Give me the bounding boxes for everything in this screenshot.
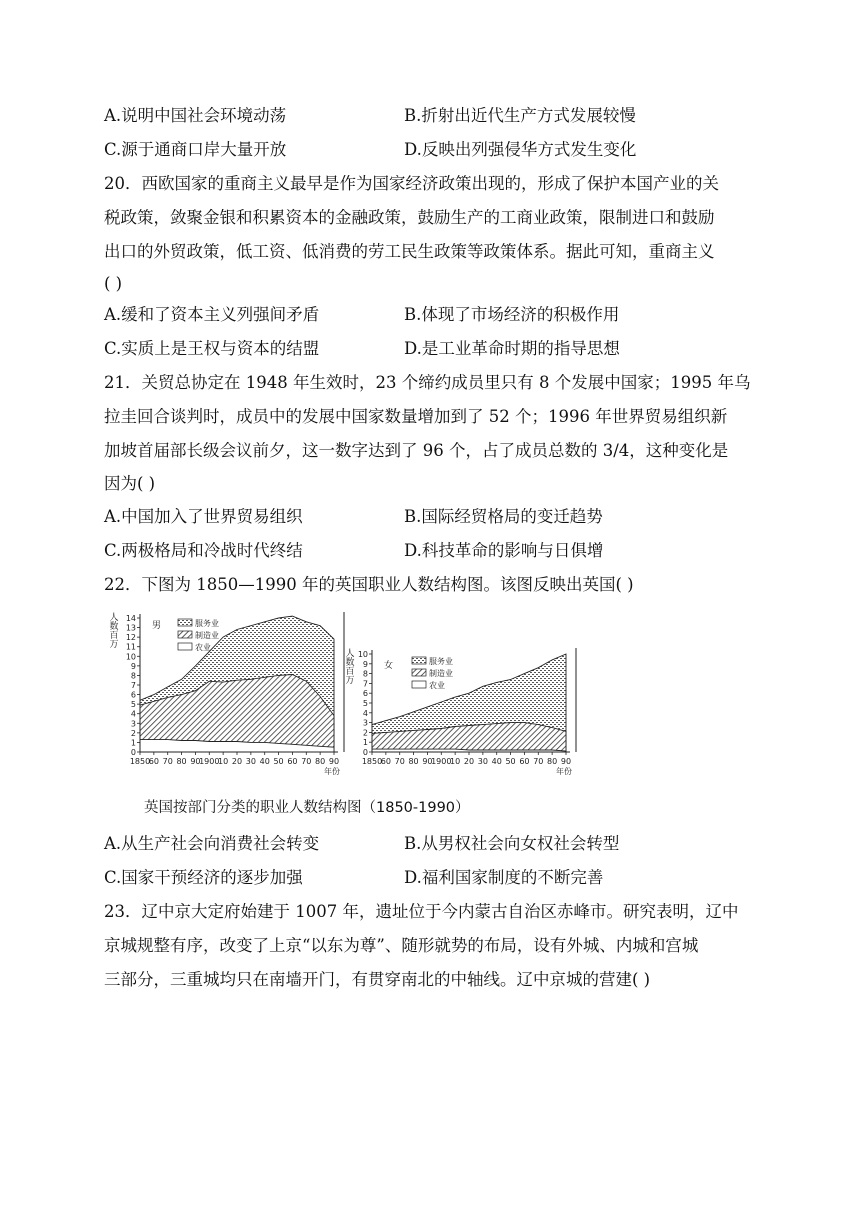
female-x-tick-label: 70: [533, 757, 544, 766]
q23-stem-line-3: 三部分，三重城均只在南墙开门，有贯穿南北的中轴线。辽中京城的营建( ): [104, 970, 651, 989]
male-x-tick-label: 60: [287, 757, 298, 766]
male-x-tick-label: 80: [176, 757, 187, 766]
male-y-tick-label: 12: [125, 633, 136, 643]
q23-stem-line-2: 京城规整有序，改变了上京“以东为尊”、随形就势的布局，设有外城、内城和宫城: [104, 936, 699, 955]
male-x-tick-label: 50: [273, 757, 284, 766]
female-legend-label-agriculture: 农业: [429, 681, 445, 690]
female-y-tick-label: 5: [362, 699, 368, 708]
female-legend-swatch-services: [412, 657, 426, 664]
male-x-tick-label: 1900: [199, 757, 220, 766]
female-y-tick-label: 9: [362, 659, 368, 669]
female-legend-label-manufacturing: 制造业: [429, 669, 453, 678]
male-y-tick-label: 3: [130, 719, 136, 729]
q21-option-d: D.科技革命的影响与日俱增: [404, 541, 604, 560]
male-y-tick-label: 8: [130, 671, 136, 681]
male-y-tick-label: 7: [130, 681, 136, 690]
male-x-tick-label: 1850: [129, 757, 151, 766]
female-x-tick-label: 80: [547, 757, 558, 766]
male-x-tick-label: 90: [190, 757, 201, 766]
male-x-axis-label: 年份: [324, 767, 340, 776]
q19-option-c: C.源于通商口岸大量开放: [104, 140, 287, 159]
q20-stem-line-3: 出口的外贸政策，低工资、低消费的劳工民生政策等政策体系。据此可知，重商主义: [104, 242, 715, 261]
male-legend-swatch-services: [178, 619, 192, 626]
q21-option-a: A.中国加入了世界贸易组织: [104, 507, 303, 526]
male-x-tick-label: 80: [315, 757, 326, 766]
male-y-axis-label: 人数百万: [109, 613, 119, 650]
q20-option-b: B.体现了市场经济的积极作用: [404, 305, 620, 324]
q22-option-c: C.国家干预经济的逐步加强: [104, 868, 303, 887]
q22-option-b: B.从男权社会向女权社会转型: [404, 834, 620, 853]
male-legend-swatch-manufacturing: [178, 631, 192, 638]
male-x-tick-label: 20: [231, 757, 243, 766]
female-y-tick-label: 4: [362, 708, 368, 718]
male-y-tick-label: 10: [125, 652, 136, 662]
female-y-tick-label: 0: [362, 748, 368, 757]
male-title: 男: [152, 621, 162, 631]
female-legend-swatch-agriculture: [412, 681, 426, 688]
female-x-tick-label: 50: [505, 757, 516, 766]
female-x-tick-label: 20: [463, 757, 475, 766]
male-y-tick-label: 14: [125, 614, 136, 623]
male-y-tick-label: 1: [130, 738, 136, 748]
male-x-tick-label: 60: [148, 757, 159, 766]
male-y-tick-label: 6: [130, 690, 136, 700]
female-x-tick-label: 60: [380, 757, 391, 766]
male-legend-label-agriculture: 农业: [195, 643, 211, 652]
female-y-tick-label: 10: [357, 650, 368, 659]
female-x-tick-label: 30: [477, 757, 488, 766]
q20-option-d: D.是工业革命时期的指导思想: [404, 339, 620, 358]
female-x-tick-label: 70: [394, 757, 405, 766]
male-y-tick-label: 4: [130, 709, 136, 719]
female-y-tick-label: 8: [362, 669, 368, 679]
employment-structure-chart: [100, 606, 600, 790]
q20-stem-line-1: 20．西欧国家的重商主义最早是作为国家经济政策出现的，形成了保护本国产业的关: [104, 174, 719, 193]
female-y-tick-label: 2: [362, 728, 368, 738]
q21-stem-line-1: 21．关贸总协定在 1948 年生效时，23 个缔约成员里只有 8 个发展中国家；1995 年乌: [104, 373, 751, 392]
q23-stem-line-1: 23．辽中京大定府始建于 1007 年，遗址位于今内蒙古自治区赤峰市。研究表明，辽中: [104, 902, 739, 921]
male-x-tick-label: 30: [245, 757, 256, 766]
q22-option-d: D.福利国家制度的不断完善: [404, 868, 604, 887]
female-x-tick-label: 60: [519, 757, 530, 766]
female-y-tick-label: 1: [362, 738, 368, 748]
female-x-tick-label: 10: [450, 757, 461, 766]
q21-stem-line-2: 拉圭回合谈判时，成员中的发展中国家数量增加到了 52 个；1996 年世界贸易组织新: [104, 407, 728, 426]
q20-stem-line-2: 税政策，敛聚金银和积累资本的金融政策，鼓励生产的工商业政策，限制进口和鼓励: [104, 208, 715, 227]
q21-option-b: B.国际经贸格局的变迁趋势: [404, 507, 603, 526]
male-x-tick-label: 70: [162, 757, 173, 766]
q21-stem-line-3: 加坡首届部长级会议前夕，这一数字达到了 96 个，占了成员总数的 3/4，这种变化是: [104, 441, 729, 460]
male-y-tick-label: 0: [130, 748, 136, 757]
q19-option-b: B.折射出近代生产方式发展较慢: [404, 106, 636, 125]
male-y-tick-label: 13: [125, 623, 136, 633]
female-panel: [345, 647, 576, 776]
male-legend-label-services: 服务业: [195, 619, 219, 628]
q19-option-d: D.反映出列强侵华方式发生变化: [404, 140, 637, 159]
male-y-tick-label: 11: [125, 642, 136, 652]
male-x-tick-label: 70: [301, 757, 312, 766]
male-x-tick-label: 90: [328, 757, 340, 766]
female-y-tick-label: 7: [362, 679, 368, 689]
chart-caption: 英国按部门分类的职业人数结构图（1850-1990）: [144, 800, 470, 816]
female-x-tick-label: 90: [422, 757, 433, 766]
male-y-tick-label: 2: [130, 728, 136, 738]
q21-option-c: C.两极格局和冷战时代终结: [104, 541, 303, 560]
female-y-tick-label: 3: [362, 718, 368, 728]
female-legend-label-services: 服务业: [429, 657, 453, 666]
male-y-tick-label: 9: [130, 661, 136, 671]
female-x-tick-label: 40: [491, 757, 502, 766]
male-legend-label-manufacturing: 制造业: [195, 631, 219, 640]
male-y-tick-label: 5: [130, 700, 136, 710]
male-panel: [109, 611, 344, 776]
female-title: 女: [384, 661, 394, 671]
q22-stem: 22．下图为 1850—1990 年的英国职业人数结构图。该图反映出英国( ): [104, 575, 634, 594]
male-x-tick-label: 10: [218, 757, 229, 766]
female-x-tick-label: 1850: [361, 757, 383, 766]
q20-option-c: C.实质上是王权与资本的结盟: [104, 339, 320, 358]
male-x-tick-label: 40: [259, 757, 270, 766]
female-x-axis-label: 年份: [556, 767, 572, 776]
q22-option-a: A.从生产社会向消费社会转变: [104, 834, 320, 853]
q20-option-a: A.缓和了资本主义列强间矛盾: [104, 305, 320, 324]
female-x-tick-label: 1900: [431, 757, 452, 766]
female-y-axis-label: 人数百万: [345, 649, 355, 686]
female-x-tick-label: 90: [560, 757, 572, 766]
q20-stem-line-4: ( ): [104, 274, 123, 293]
male-legend-swatch-agriculture: [178, 643, 192, 650]
female-x-tick-label: 80: [408, 757, 419, 766]
q19-option-a: A.说明中国社会环境动荡: [104, 106, 287, 125]
q21-stem-line-4: 因为( ): [104, 474, 156, 493]
female-y-tick-label: 6: [362, 689, 368, 699]
female-legend-swatch-manufacturing: [412, 669, 426, 676]
